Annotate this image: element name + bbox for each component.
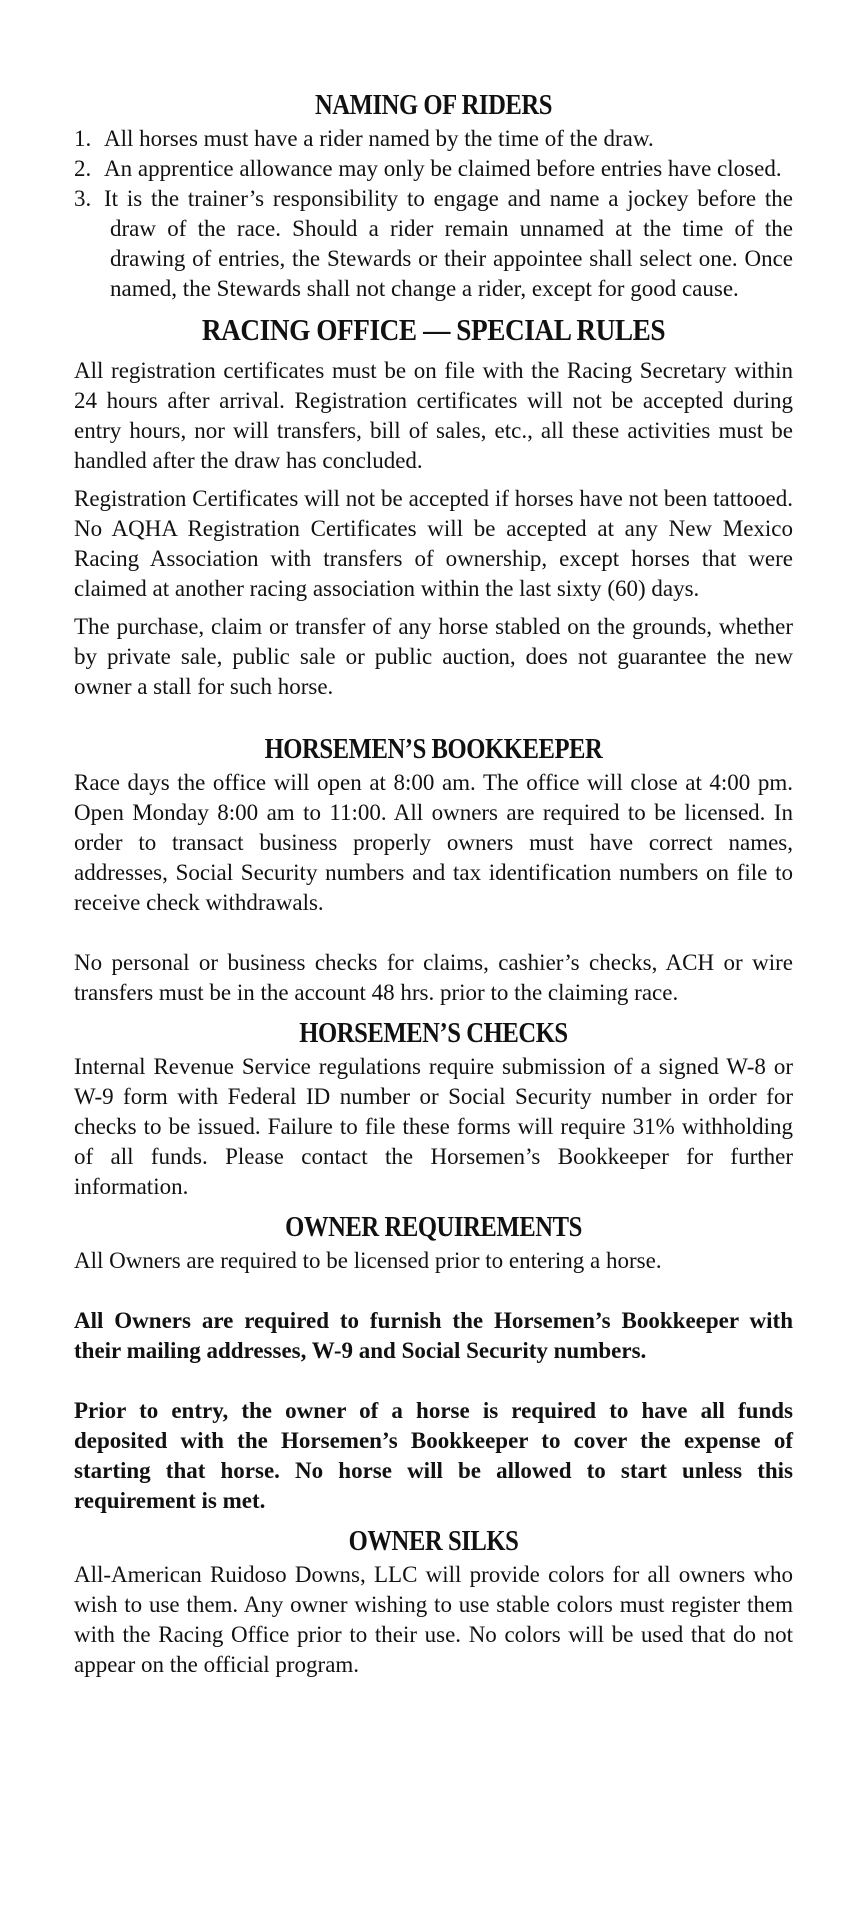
list-item [74,184,793,304]
item-number: 1. [74,126,92,151]
paragraph: All registration certificates must be on file with the Racing Secretary within 24 hours after arrival. Registration certificates will not be accepted during entry hours, nor will transfers, bill of sales, etc., all these activities must be handled after the draw has concluded. [74,358,793,473]
paragraph: No personal or business checks for claims, cashier’s checks, ACH or wire transfers must be in the account 48 hrs. prior to the claiming race. [74,950,793,1005]
item-text: All horses must have a rider named by the time of the draw. [104,126,654,151]
paragraph: Race days the office will open at 8:00 am. The office will close at 4:00 pm. Open Monday 8:00 am to 11:00. All owners are required to be licensed. In order to transact business properly owners must have correct names, addresses, Social Security numbers and tax identification numbers on file to receive check withdrawals. [74,770,793,915]
item-number: 2. [74,156,92,181]
item-number: 3. [74,186,92,211]
section-title: RACING OFFICE — SPECIAL RULES [201,312,666,347]
list-item [74,154,793,184]
rules-list [74,124,793,304]
section-owner-silks [74,1524,793,1680]
section-title: OWNER SILKS [348,1526,519,1557]
item-text: An apprentice allowance may only be claimed before entries have closed. [104,156,782,181]
section-horsemens-checks [74,1016,793,1202]
paragraph: All-American Ruidoso Downs, LLC will provide colors for all owners who wish to use them. Any owner wishing to use stable colors must register them with the Racing Office prior to their use. No colors will be used that do not appear on the official program. [74,1562,793,1677]
section-title: OWNER REQUIREMENTS [285,1212,582,1243]
paragraph-bold: All Owners are required to furnish the Horsemen’s Bookkeeper with their mailing addresses, W-9 and Social Security numbers. [74,1308,793,1363]
section-naming-of-riders [74,88,793,304]
paragraph: The purchase, claim or transfer of any horse stabled on the grounds, whether by private sale, public sale or public auction, does not guarantee the new owner a stall for such horse. [74,614,793,699]
paragraph: All Owners are required to be licensed prior to entering a horse. [74,1248,662,1273]
section-horsemens-bookkeeper [74,732,793,1008]
section-racing-office [74,312,793,702]
paragraph-bold: Prior to entry, the owner of a horse is required to have all funds deposited with the Horsemen’s Bookkeeper to cover the expense of starting that horse. No horse will be allowed to start unless this requirement is met. [74,1398,793,1513]
list-item [74,124,793,154]
paragraph: Registration Certificates will not be accepted if horses have not been tattooed. No AQHA Registration Certificates will be accepted at any New Mexico Racing Association with transfers of ownership, except horses that were claimed at another racing association within the last sixty (60) days. [74,486,793,601]
paragraph: Internal Revenue Service regulations require submission of a signed W-8 or W-9 form with Federal ID number or Social Security number in order for checks to be issued. Failure to file these forms will require 31% withholding of all funds. Please contact the Horsemen’s Bookkeeper for further information. [74,1054,793,1199]
section-title: HORSEMEN’S BOOKKEEPER [264,734,603,765]
section-title: NAMING OF RIDERS [314,90,553,121]
section-title: HORSEMEN’S CHECKS [299,1018,568,1049]
section-owner-requirements [74,1210,793,1516]
item-text: It is the trainer’s responsibility to engage and name a jockey before the draw of the race. Should a rider remain unnamed at the time of the drawing of entries, the Stewards or their appointee shall select one. Once named, the Stewards shall not change a rider, except for good cause. [104,186,793,301]
